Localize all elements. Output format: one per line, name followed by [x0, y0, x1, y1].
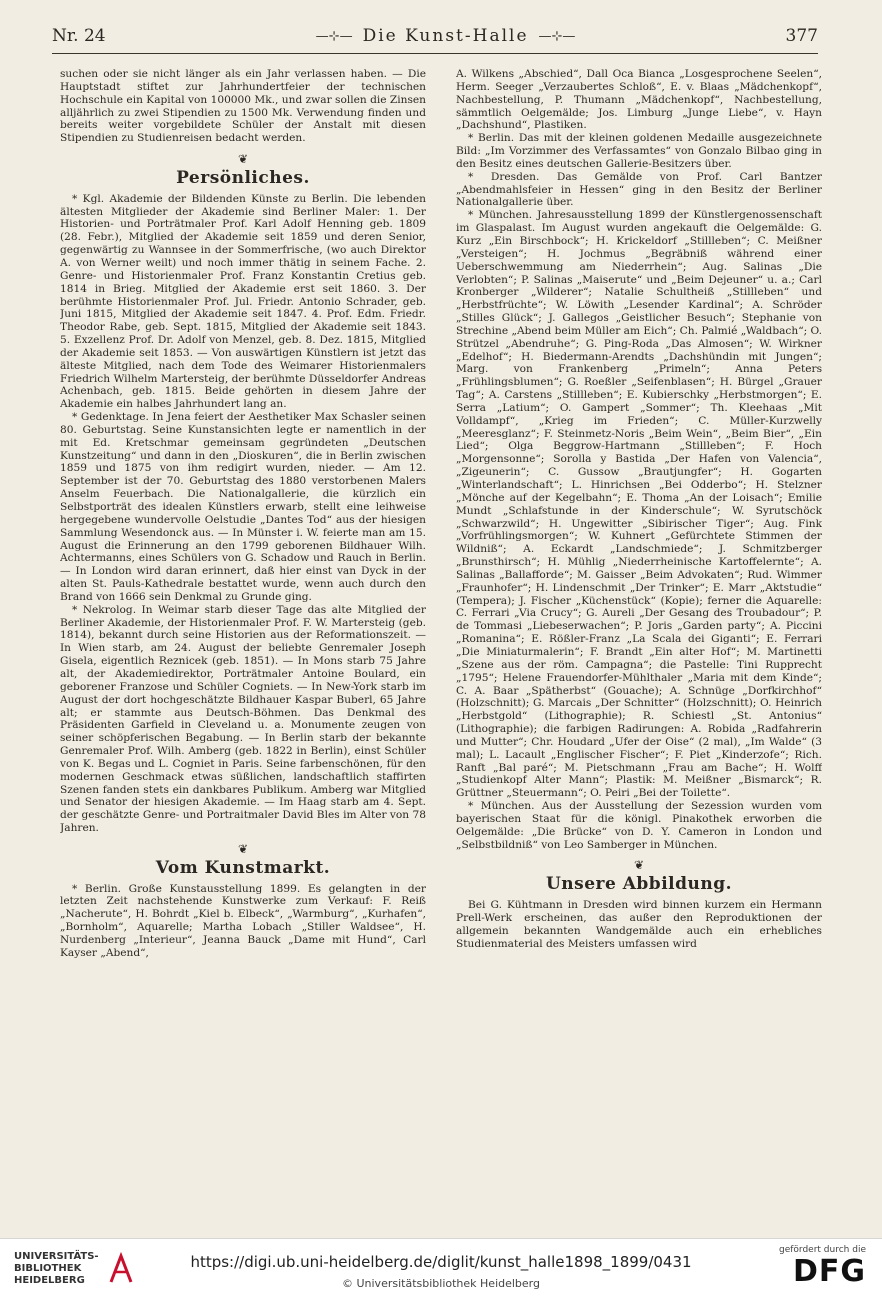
- ornament-right-icon: —⊹—: [538, 28, 576, 44]
- running-head: [52, 20, 818, 52]
- divider-ornament-icon: ❦: [237, 152, 249, 167]
- section-title-kunstmarkt: Vom Kunstmarkt.: [155, 857, 331, 878]
- funder-note: gefördert durch die: [779, 1245, 866, 1255]
- divider-ornament-icon: ❦: [237, 841, 249, 856]
- paragraph-dresden: * Dresden. Das Gemälde von Prof. Carl Bantzer „Abendmahlsfeier in Hessen“ ging in den Besitz der Berliner Nationalgallerie über.: [456, 170, 822, 209]
- paragraph-berlin-medaille: * Berlin. Das mit der kleinen goldenen Medaille ausgezeichnete Bild: „Im Vorzimmer des Verfassamtes“ von Gonzalo Bilbao ging in den Besitz eines deutschen Gallerie-Besitzers über.: [456, 132, 822, 170]
- page-number: 377: [785, 26, 818, 46]
- viewer-footer: [0, 1238, 882, 1306]
- paragraph-gedenktage: * Gedenktage. In Jena feiert der Aesthetiker Max Schasler seinen 80. Geburtstag. Seine Kunstansichten legte er namentlich in der mit Ed. Kretschmar gemeinsam gegründeten „Deutschen Kunstzeitung“ und dann in den „Dioskuren“, die in Berlin zwischen 1859 und 1875 von ihm redigirt wurden, nieder. — Am 12. September ist der 70. Geburtstag des 1880 verstorbenen Malers Anselm Feuerbach. Die Nationalgallerie, die kürzlich ein Selbstporträt des idealen Künstlers erwarb, stellt eine leihweise hergegebene wundervolle Oelstudie „Dantes Tod“ aus der hiesigen Sammlung Wesendonck aus. — In Münster i. W. feierte man am 15. August die Erinnerung an den 1799 geborenen Bildhauer Wilh. Achtermanns, eines Schülers von G. Schadow und Rauch in Berlin. — In London wird daran erinnert, daß hier einst van Dyck in der alten St. Pauls-Kathedrale bestattet wurde, wenn auch durch den Brand von 1666 sein Denkmal zu Grunde ging.: [60, 411, 426, 603]
- paragraph-muenchen-sezession: * München. Aus der Ausstellung der Sezession wurden vom bayerischen Staat für die königl. Pinakothek erworben die Oelgemälde: „Die Brücke“ von D. Y. Cameron in London und „Selbstbildniß“ von Leo Samberger in München.: [456, 800, 822, 851]
- intro-paragraph: suchen oder sie nicht länger als ein Jahr verlassen haben. — Die Hauptstadt stiftet zur Jahrhundertfeier der technischen Hochschule ein Kapital von 100000 Mk., und zwar sollen die Zinsen alljährlich zu zwei Stipendien zu 1500 Mk. Verwendung finden und bereits weiter vorgebildete Schüler der Anstalt mit diesen Stipendien zu Studienreisen bedacht werden.: [60, 68, 426, 145]
- dfg-logo: DFG: [792, 1254, 866, 1289]
- divider-ornament-icon: ❦: [633, 858, 645, 873]
- header-rule: [52, 53, 818, 54]
- right-column: [456, 68, 822, 1233]
- funder-logo[interactable]: [779, 1245, 866, 1289]
- ornament-left-icon: —⊹—: [315, 28, 353, 44]
- paragraph-muenchen-jahresausstellung: * München. Jahresausstellung 1899 der Künstlergenossenschaft im Glaspalast. Im August wurden angekauft die Oelgemälde: G. Kurz „Ein Birschbock“; H. Krickeldorf „Stillleben“; C. Meißner „Versteigen“; H. Jochmus „Begräbniß während einer Ueberschwemmung am Niederrhein“; Aug. Salinas „Die Verlobten“; P. Salinas „Maiserute“ und „Beim Dejeuner“ u. a.; Carl Kronberger „Wilderer“; Natalie Schultheiß „Stillleben“ und „Herbstfrüchte“; W. Löwith „Lesender Kardinal“; A. Schröder „Stilles Glück“; J. Gallegos „Geistlicher Besuch“; Stephanie von Strechine „Abend beim Müller am Eich“; Ch. Palmié „Waldbach“; O. Strützel „Abendruhe“; G. Ping-Roda „Das Almosen“; W. Wirkner „Edelhof“; H. Biedermann-Arendts „Dachshündin mit Jungen“; Marg. von Frankenberg „Primeln“; Anna Peters „Frühlingsblumen“; G. Roeßler „Seifenblasen“; H. Bürgel „Grauer Tag“; A. Carstens „Stillleben“; E. Kubierschky „Herbstmorgen“; E. Serra „Latium“; O. Gampert „Sommer“; Th. Kleehaas „Mit Volldampf“, „Krieg im Frieden“; C. Müller-Kurzwelly „Meeresglanz“; F. Steinmetz-Noris „Beim Wein“, „Beim Bier“, „Ein Lied“; Olga Beggrow-Hartmann „Stillleben“; F. Hoch „Morgensonne“; Sorolla y Bastida „Der Hafen von Valencia“, „Zigeunerin“; C. Gussow „Brautjungfer“; H. Gogarten „Winterlandschaft“; L. Hinrichsen „Bei Odderbo“; H. Stelzner „Mönche auf der Kegelbahn“; E. Thoma „An der Loisach“; Emilie Mundt „Schlafstunde in der Kinderschule“; W. Syrutschöck „Schwarzwild“; H. Ungewitter „Sibirischer Tiger“; Aug. Fink „Vorfrühlingsmorgen“; W. Kuhnert „Gefürchtete Stimmen der Wildniß“; A. Eckardt „Landschmiede“; J. Schmitzberger „Brunsthirsch“; H. Mühlig „Niederrheinische Kartoffelernte“; A. Salinas „Ballafforde“; M. Gaisser „Beim Advokaten“; Rud. Wimmer „Fraunhofer“; H. Lindenschmit „Der Trinker“; E. Marr „Aktstudie“ (Tempera); J. Fischer „Küchenstück“ (Kopie); ferner die Aquarelle: C. Ferrari „Via Crucy“; G. Aureli „Der Gesang des Troubadour“; P. de Tommasi „Liebeserwachen“; P. Joris „Garden party“; A. Piccini „Romanina“; E. Rößler-Franz „La Scala dei Giganti“; E. Ferrari „Die Miniaturmalerin“; F. Brandt „Ein alter Hof“; M. Martinetti „Szene aus der röm. Campagna“; die Pastelle: Tini Rupprecht „1795“; Helene Frauendorfer-Mühlthaler „Maria mit dem Kinde“; C. A. Baar „Spätherbst“ (Gouache); A. Schnüge „Dorfkirchhof“ (Holzschnitt); G. Marcais „Der Schnitter“ (Holzschnitt); O. Heinrich „Herbstgold“ (Lithographie); R. Schiestl „St. Antonius“ (Lithographie); die farbigen Radirungen: A. Robida „Radfahrerin und Mutter“; Chr. Houdard „Ufer der Oise“ (2 mal), „Im Walde“ (3 mal); L. Lacault „Englischer Fischer“; F. Piet „Kinderzofe“; Rich. Ranft „Bal paré“; M. Pietschmann „Frau am Bache“; H. Wolff „Studienkopf Alter Mann“; Plastik: M. Meißner „Bismarck“; R. Grüttner „Steuermann“; O. Peiri „Bei der Toilette“.: [456, 209, 822, 800]
- library-name: UNIVERSITÄTS- BIBLIOTHEK HEIDELBERG: [14, 1251, 99, 1286]
- permalink-url[interactable]: https://digi.ub.uni-heidelberg.de/diglit/kunst_halle1898_1899/0431: [190, 1253, 692, 1271]
- journal-title-group: [316, 26, 576, 46]
- paragraph-continued: A. Wilkens „Abschied“, Dall Oca Bianca „Losgesprochene Seelen“, Herm. Seeger „Verzaubertes Schloß“, E. v. Blaas „Mädchenkopf“, Nachbestellung, P. Thumann „Mädchenkopf“, Nachbestellung, sämmtlich Oelgemälde; Jos. Limburg „Junge Liebe“, v. Hayn „Dachshund“, Plastiken.: [456, 68, 822, 132]
- issue-number: Nr. 24: [52, 26, 106, 46]
- journal-title: Die Kunst-Halle: [362, 26, 529, 46]
- text-columns: [60, 68, 822, 1233]
- paragraph-abbildung: Bei G. Kühtmann in Dresden wird binnen kurzem ein Hermann Prell-Werk erscheinen, das außer den Reproduktionen der allgemein bekannten Wandgemälde auch ein erhebliches Studienmaterial des Meisters umfassen wird: [456, 899, 822, 950]
- paragraph-akademie: * Kgl. Akademie der Bildenden Künste zu Berlin. Die lebenden ältesten Mitglieder der Akademie sind Berliner Maler: 1. Der Historien- und Porträtmaler Prof. Karl Adolf Henning geb. 1809 (28. Febr.), Mitglied der Akademie seit 1859 und deren Senior, gegenwärtig zu Wannsee in der Sommerfrische, (wo auch Direktor A. von Werner weilt) und noch immer thätig in seinem Fache. 2. Genre- und Historienmaler Prof. Franz Konstantin Cretius geb. 1814 in Brieg. Mitglied der Akademie erst seit 1860. 3. Der berühmte Historienmaler Prof. Jul. Friedr. Antonio Schrader, geb. Juni 1815, Mitglied der Akademie seit 1847. 4. Prof. Edm. Friedr. Theodor Rabe, geb. Sept. 1815, Mitglied der Akademie seit 1843. 5. Exzellenz Prof. Dr. Adolf von Menzel, geb. 8. Dez. 1815, Mitglied der Akademie seit 1853. — Von auswärtigen Künstlern ist jetzt das älteste Mitglied, nach dem Tode des Weimarer Historienmalers Friedrich Wilhelm Martersteig, der berühmte Düsseldorfer Andreas Achenbach, geb. 1815. Beide gehörten in diesem Jahre der Akademie ein halbes Jahrhundert lang an.: [60, 192, 426, 411]
- section-title-abbildung: Unsere Abbildung.: [545, 874, 733, 895]
- paragraph-nekrolog: * Nekrolog. In Weimar starb dieser Tage das alte Mitglied der Berliner Akademie, der Historienmaler Prof. F. W. Martersteig (geb. 1814), bekannt durch seine Historien aus der Reformationszeit. — In Wien starb, am 24. August der beliebte Genremaler Joseph Gisela, eigentlich Reznicek (geb. 1851). — In Mons starb 75 Jahre alt, der Akademiedirektor, Porträtmaler Antoine Boulard, ein geborener Franzose und Schüler Cogniets. — In New-York starb im August der dort hochgeschätzte Bildhauer Kaspar Buberl, 65 Jahre alt; er stammte aus Deutsch-Böhmen. Das Denkmal des Präsidenten Garfield in Cleveland u. a. Monumente zeugen von seiner schöpferischen Begabung. — In Berlin starb der bekannte Genremaler Prof. Wilh. Amberg (geb. 1822 in Berlin), einst Schüler von K. Begas und L. Cogniet in Paris. Seine farbenschönen, für den modernen Geschmack etwas süßlichen, landschaftlich staffirten Szenen fanden stets ein dankbares Publikum. Amberg war Mitglied und Senator der hiesigen Akademie. — Im Haag starb am 4. Sept. der geschätzte Genre- und Portraitmaler David Bles im Alter von 78 Jahren.: [60, 603, 426, 835]
- copyright-notice: © Universitätsbibliothek Heidelberg: [341, 1277, 540, 1290]
- left-column: [60, 68, 426, 1233]
- paragraph-berlin-ausstellung: * Berlin. Große Kunstausstellung 1899. Es gelangten in der letzten Zeit nachstehende Kunstwerke zum Verkauf: F. Reiß „Nacherute“, H. Bohrdt „Kiel b. Elbeck“, „Warmburg“, „Kurhafen“, „Bornholm“, Aquarelle; Martha Lobach „Stiller Waldsee“, H. Nurdenberg „Interieur“, Jeanna Bauck „Dame mit Hund“, Carl Kayser „Abend“,: [60, 882, 426, 959]
- section-title-persoenliches: Persönliches.: [176, 167, 310, 188]
